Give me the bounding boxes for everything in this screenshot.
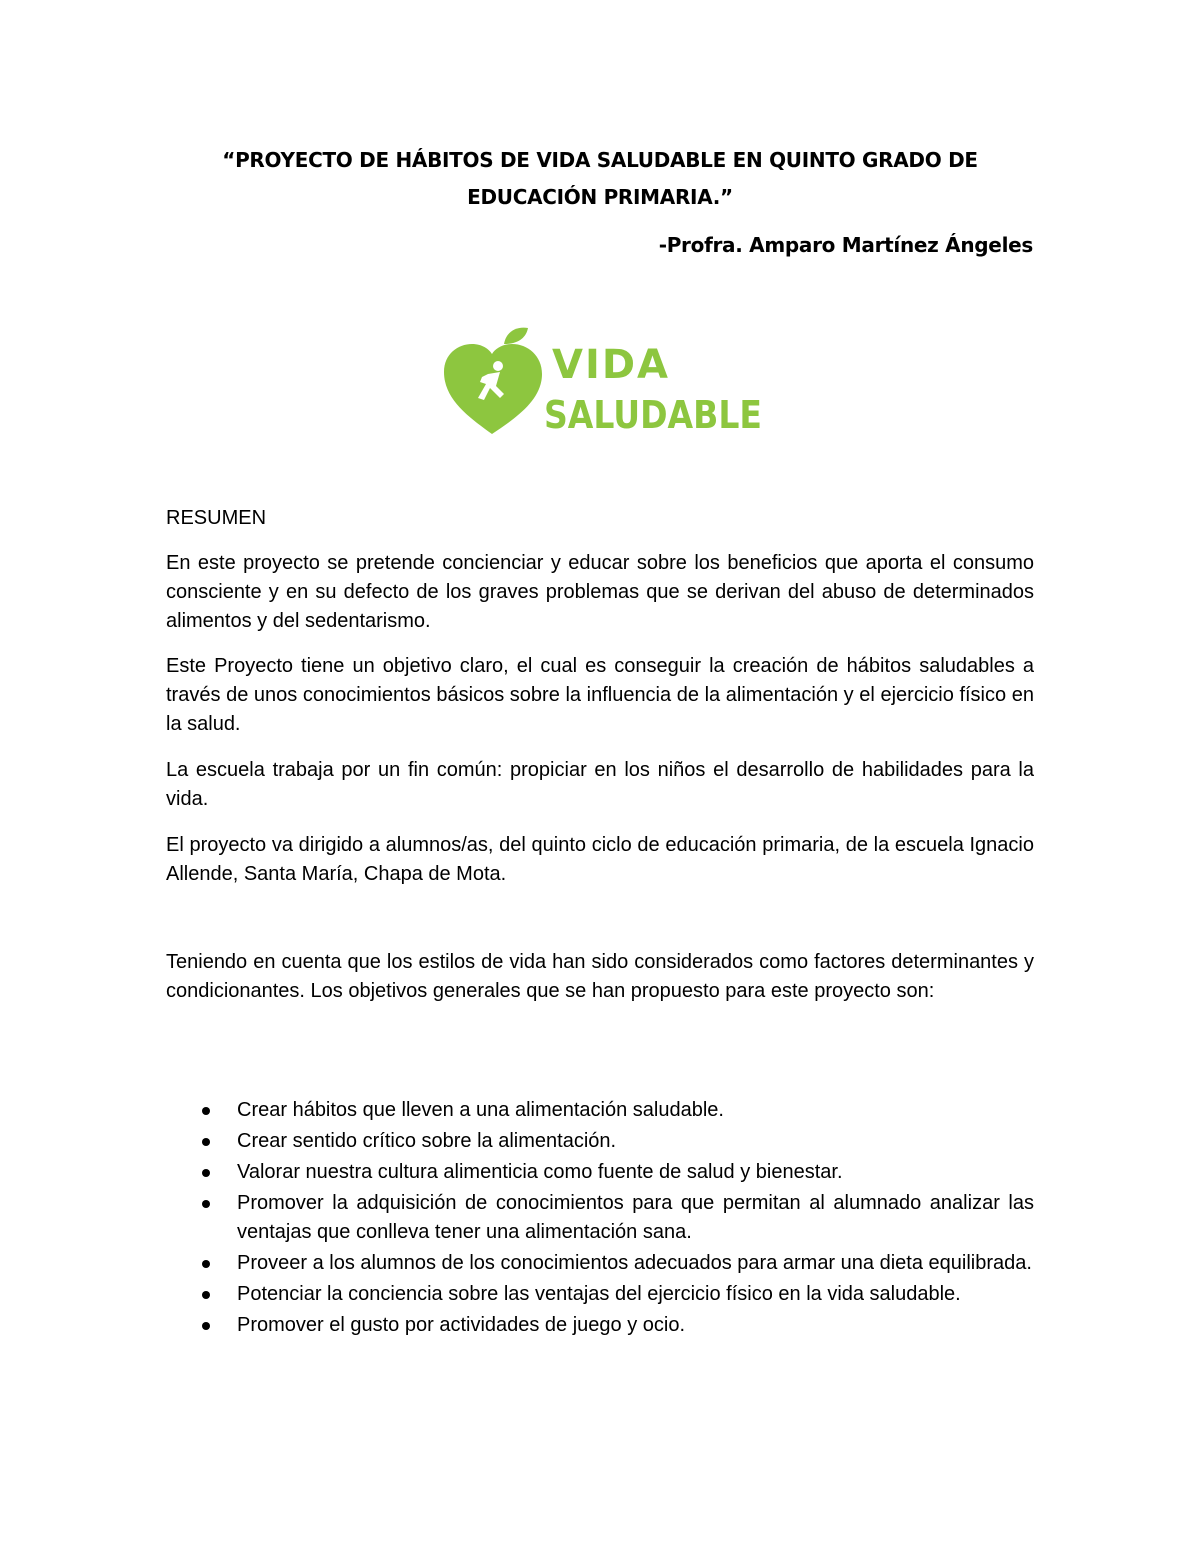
paragraph-2 [166, 652, 1034, 739]
list-item-text: Crear sentido crítico sobre la alimentación. [237, 1130, 617, 1152]
logo-text-line-1: VIDA [552, 342, 670, 388]
paragraph-text: En este proyecto se pretende concienciar y educar sobre los beneficios que aporta el consumo consciente y en su defecto de los graves problemas que se derivan del abuso de determinados alimentos y del sedentarismo. [166, 552, 1034, 632]
logo-graphic [440, 322, 770, 438]
objectives-list [166, 1096, 1034, 1342]
list-item-text: Crear hábitos que lleven a una alimentación saludable. [237, 1099, 724, 1121]
paragraph-text: La escuela trabaja por un fin común: propiciar en los niños el desarrollo de habilidades para la vida. [166, 759, 1034, 810]
leaf-icon [504, 328, 528, 344]
list-item [166, 1189, 1034, 1247]
paragraph-text: El proyecto va dirigido a alumnos/as, del quinto ciclo de educación primaria, de la escuela Ignacio Allende, Santa María, Chapa de Mota. [166, 834, 1034, 885]
document-title [150, 142, 1050, 216]
bullet-icon [202, 1138, 210, 1146]
list-item [166, 1158, 1034, 1187]
list-item [166, 1311, 1034, 1340]
author-line: -Profra. Amparo Martínez Ángeles [658, 233, 1033, 257]
bullet-icon [202, 1322, 210, 1330]
list-item-text: Promover la adquisición de conocimientos para que permitan al alumnado analizar las ventajas que conlleva tener una alimentación sana. [237, 1192, 1034, 1243]
list-item-text: Potenciar la conciencia sobre las ventajas del ejercicio físico en la vida saludable. [237, 1283, 961, 1305]
list-item-text: Promover el gusto por actividades de juego y ocio. [237, 1314, 686, 1336]
section-heading: RESUMEN [166, 507, 267, 529]
bullet-icon [202, 1169, 210, 1177]
paragraph-1 [166, 549, 1034, 636]
list-item [166, 1280, 1034, 1309]
bullet-icon [202, 1291, 210, 1299]
title-line-1: “PROYECTO DE HÁBITOS DE VIDA SALUDABLE EN QUINTO GRADO DE [222, 148, 978, 172]
paragraph-3 [166, 756, 1034, 814]
bullet-icon [202, 1260, 210, 1268]
paragraph-4 [166, 831, 1034, 889]
list-item [166, 1127, 1034, 1156]
paragraph-text: Teniendo en cuenta que los estilos de vida han sido considerados como factores determinantes y condicionantes. Los objetivos generales que se han propuesto para este proyecto son: [166, 951, 1034, 1002]
title-line-2: EDUCACIÓN PRIMARIA.” [467, 185, 733, 209]
list-item [166, 1096, 1034, 1125]
list-item-text: Proveer a los alumnos de los conocimientos adecuados para armar una dieta equilibrada. [237, 1252, 1032, 1274]
vida-saludable-logo [440, 322, 770, 438]
list-item-text: Valorar nuestra cultura alimenticia como fuente de salud y bienestar. [237, 1161, 843, 1183]
logo-text-line-2: SALUDABLE [544, 393, 762, 437]
bullet-icon [202, 1200, 210, 1208]
paragraph-text: Este Proyecto tiene un objetivo claro, el cual es conseguir la creación de hábitos saludables a través de unos conocimientos básicos sobre la influencia de la alimentación y el ejercicio físico en la salud. [166, 655, 1034, 735]
bullet-icon [202, 1107, 210, 1115]
list-item [166, 1249, 1034, 1278]
paragraph-5 [166, 948, 1034, 1006]
